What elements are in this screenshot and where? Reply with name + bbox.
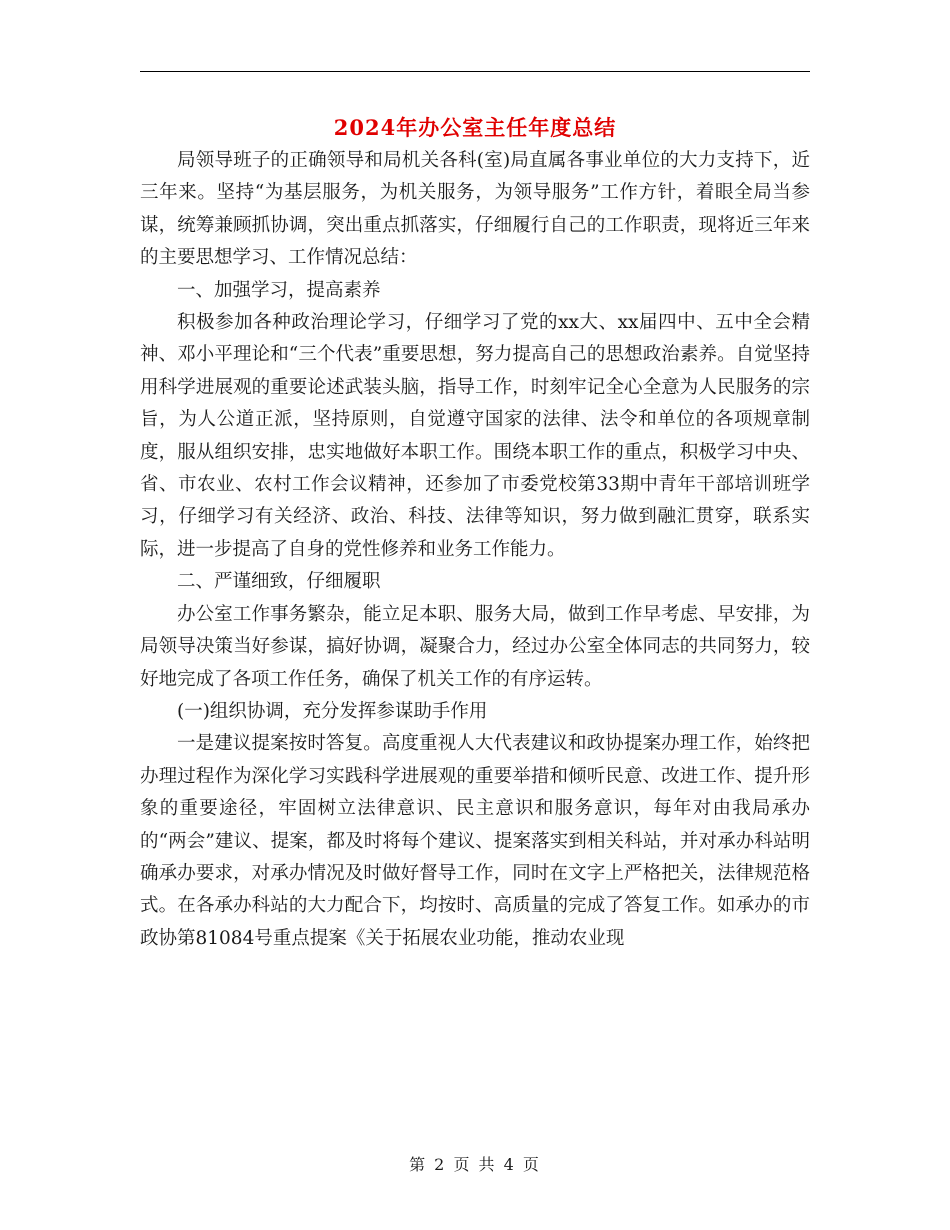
subsection-heading-1: (一)组织协调，充分发挥参谋助手作用 bbox=[177, 700, 488, 722]
paragraph-intro: 局领导班子的正确领导和局机关各科(室)局直属各事业单位的大力支持下，近三年来。坚持“为基层服务，为机关服务，为领导服务”工作方针，着眼全局当参谋，统筹兼顾抓协调，突出重点抓落实，仔细履行自己的工作职责，现将近三年来的主要思想学习、工作情况总结： bbox=[140, 150, 810, 269]
paragraph-proposals: 一是建议提案按时答复。高度重视人大代表建议和政协提案办理工作，始终把办理过程作为深化学习实践科学进展观的重要举措和倾听民意、改进工作、提升形象的重要途径，牢固树立法律意识、民主意识和服务意识，每年对由我局承办的“两会”建议、提案，都及时将每个建议、提案落实到相关科站，并对承办科站明确承办要求，对承办情况及时做好督导工作，同时在文字上严格把关，法律规范格式。在各承办科站的大力配合下，均按时、高质量的完成了答复工作。如承办的市政协第81084号重点提案《关于拓展农业功能，推动农业现 bbox=[140, 733, 810, 949]
paragraph-office-work: 办公室工作事务繁杂，能立足本职、服务大局，做到工作早考虑、早安排，为局领导决策当好参谋，搞好协调，凝聚合力，经过办公室全体同志的共同努力，较好地完成了各项工作任务，确保了机关工作的有序运转。 bbox=[140, 603, 810, 690]
section-heading-1: 一、加强学习，提高素养 bbox=[177, 279, 381, 301]
document-body bbox=[140, 145, 810, 955]
paragraph-study: 积极参加各种政治理论学习，仔细学习了党的xx大、xx届四中、五中全会精神、邓小平理论和“三个代表”重要思想，努力提高自己的思想政治素养。自觉坚持用科学进展观的重要论述武装头脑，指导工作，时刻牢记全心全意为人民服务的宗旨，为人公道正派，坚持原则，自觉遵守国家的法律、法令和单位的各项规章制度，服从组织安排，忠实地做好本职工作。围绕本职工作的重点，积极学习中央、省、市农业、农村工作会议精神，还参加了市委党校第33期中青年干部培训班学习，仔细学习有关经济、政治、科技、法律等知识，努力做到融汇贯穿，联系实际，进一步提高了自身的党性修养和业务工作能力。 bbox=[140, 312, 810, 560]
section-heading-2: 二、严谨细致，仔细履职 bbox=[177, 571, 381, 593]
header-rule bbox=[140, 71, 810, 72]
page-number: 第 2 页 共 4 页 bbox=[409, 1155, 541, 1174]
document-title: 2024年办公室主任年度总结 bbox=[333, 115, 617, 140]
